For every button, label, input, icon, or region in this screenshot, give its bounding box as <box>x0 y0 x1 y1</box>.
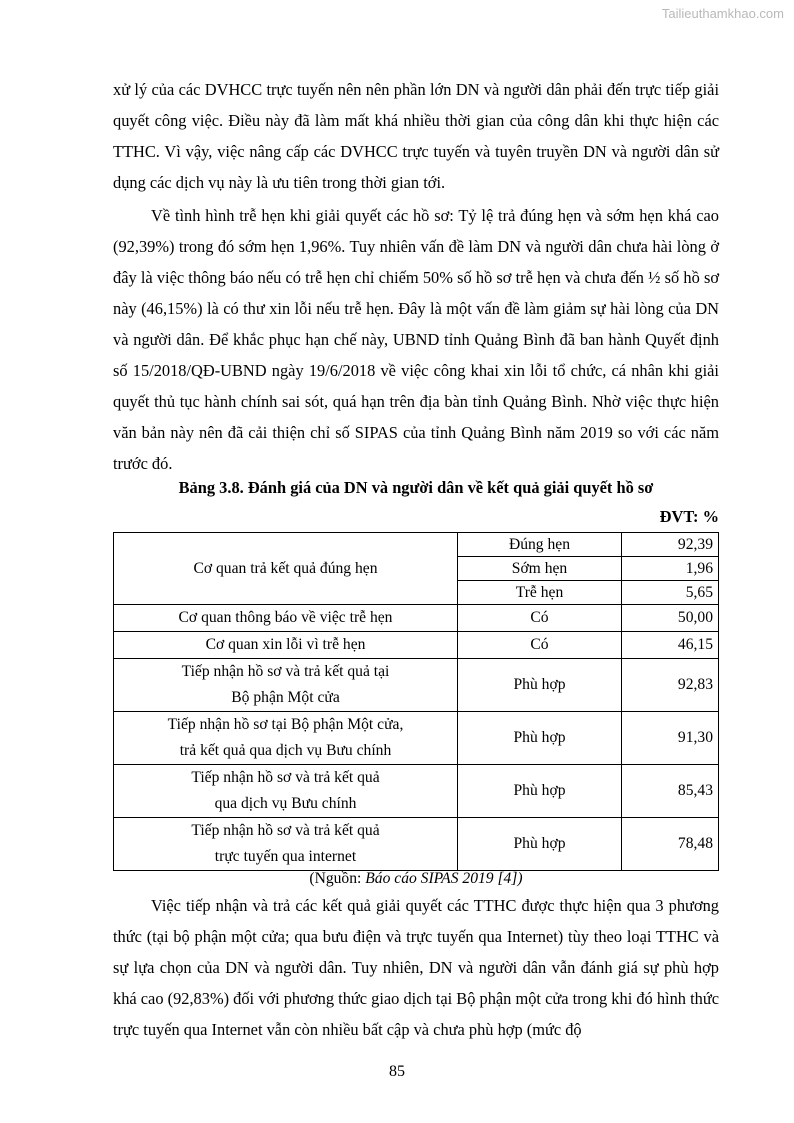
value-cell: 46,15 <box>622 632 719 659</box>
criterion-cell <box>114 818 458 871</box>
criterion-cell <box>114 765 458 818</box>
results-table <box>113 532 719 871</box>
value-cell: 50,00 <box>622 605 719 632</box>
value-cell: 92,39 <box>622 533 719 557</box>
criterion-cell <box>114 712 458 765</box>
status-cell: Phù hợp <box>458 765 622 818</box>
table-row <box>114 533 719 557</box>
criterion-line-2: trực tuyến qua internet <box>214 848 357 865</box>
status-cell: Phù hợp <box>458 659 622 712</box>
status-cell: Phù hợp <box>458 818 622 871</box>
table-row <box>114 818 719 871</box>
value-cell: 91,30 <box>622 712 719 765</box>
table-source <box>113 870 719 888</box>
criterion-cell: Cơ quan xin lỗi vì trễ hẹn <box>114 632 458 659</box>
criterion-line-1: Tiếp nhận hồ sơ tại Bộ phận Một cửa, <box>167 716 404 733</box>
table-row <box>114 765 719 818</box>
value-cell: 85,43 <box>622 765 719 818</box>
criterion-line-2: qua dịch vụ Bưu chính <box>214 795 357 812</box>
criterion-cell: Cơ quan thông báo về việc trễ hẹn <box>114 605 458 632</box>
value-cell: 5,65 <box>622 581 719 605</box>
paragraph-3: Việc tiếp nhận và trả các kết quả giải quyết các TTHC được thực hiện qua 3 phương thức (tại bộ phận một cửa; qua bưu điện và trực tuyến qua Internet) tùy theo loại TTHC và sự lựa chọn của DN và người dân. Tuy nhiên, DN và người dân vẫn đánh giá sự phù hợp khá cao (92,83%) đối với phương thức giao dịch tại Bộ phận một cửa trong khi đó hình thức trực tuyến qua Internet vẫn còn nhiều bất cập và chưa phù hợp (mức độ <box>113 896 719 1039</box>
watermark: Tailieuthamkhao.com <box>661 6 784 21</box>
criterion-line-2: trả kết quả qua dịch vụ Bưu chính <box>179 742 392 759</box>
source-title: Báo cáo SIPAS 2019 [4]) <box>365 870 523 887</box>
paragraph-1: xử lý của các DVHCC trực tuyến nên nên phần lớn DN và người dân phải đến trực tiếp giải quyết công việc. Điều này đã làm mất khá nhiều thời gian của công dân khi thực hiện các TTHC. Vì vậy, việc nâng cấp các DVHCC trực tuyến và tuyên truyền DN và người dân sử dụng các dịch vụ này là ưu tiên trong thời gian tới. <box>113 80 719 192</box>
status-cell: Có <box>458 605 622 632</box>
table-row <box>114 605 719 632</box>
value-cell: 78,48 <box>622 818 719 871</box>
status-cell: Sớm hẹn <box>458 557 622 581</box>
status-cell: Đúng hẹn <box>458 533 622 557</box>
value-cell: 92,83 <box>622 659 719 712</box>
paragraph-2: Về tình hình trễ hẹn khi giải quyết các hồ sơ: Tỷ lệ trả đúng hẹn và sớm hẹn khá cao (92,39%) trong đó sớm hẹn 1,96%. Tuy nhiên vấn đề làm DN và người dân chưa hài lòng ở đây là việc thông báo nếu có trễ hẹn chỉ chiếm 50% số hồ sơ trễ hẹn và chưa đến ½ số hồ sơ này (46,15%) là có thư xin lỗi nếu trễ hẹn. Đây là một vấn đề làm giảm sự hài lòng của DN và người dân. Để khắc phục hạn chế này, UBND tỉnh Quảng Bình đã ban hành Quyết định số 15/2018/QĐ-UBND ngày 19/6/2018 về việc công khai xin lỗi tổ chức, cá nhân khi giải quyết thủ tục hành chính sai sót, quá hạn trên địa bàn tỉnh Quảng Bình. Nhờ việc thực hiện văn bản này nên đã cải thiện chỉ số SIPAS của tỉnh Quảng Bình năm 2019 so với các năm trước đó. <box>113 206 719 473</box>
status-cell: Có <box>458 632 622 659</box>
table-row <box>114 632 719 659</box>
status-cell: Trễ hẹn <box>458 581 622 605</box>
criterion-cell <box>114 659 458 712</box>
criterion-cell: Cơ quan trả kết quả đúng hẹn <box>114 533 458 605</box>
table-row <box>114 712 719 765</box>
criterion-line-1: Tiếp nhận hồ sơ và trả kết quả <box>191 769 380 786</box>
source-prefix: (Nguồn: <box>309 870 366 887</box>
table-row <box>114 659 719 712</box>
table-unit: ĐVT: % <box>659 507 719 526</box>
value-cell: 1,96 <box>622 557 719 581</box>
table-caption: Bảng 3.8. Đánh giá của DN và người dân về kết quả giải quyết hồ sơ <box>178 478 654 497</box>
page-number: 85 <box>389 1063 405 1080</box>
criterion-line-2: Bộ phận Một cửa <box>231 689 340 706</box>
criterion-line-1: Tiếp nhận hồ sơ và trả kết quả tại <box>181 663 390 680</box>
criterion-line-1: Tiếp nhận hồ sơ và trả kết quả <box>191 822 380 839</box>
status-cell: Phù hợp <box>458 712 622 765</box>
